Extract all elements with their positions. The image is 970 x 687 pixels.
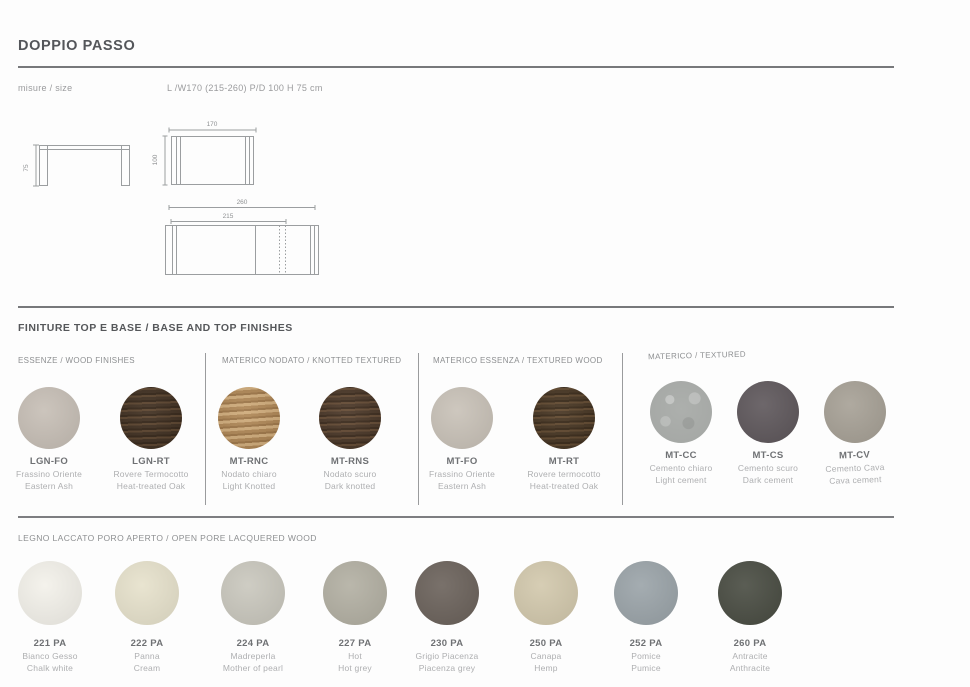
front-elevation-drawing xyxy=(20,130,140,192)
swatch-mt-rnc xyxy=(218,387,280,449)
swatch-code: 252 PA xyxy=(629,638,663,649)
swatch-code: 230 PA xyxy=(430,638,464,649)
page-title: DOPPIO PASSO xyxy=(18,38,136,54)
swatch-name-it: Nodato chiaro xyxy=(221,469,277,479)
swatch-260-pa xyxy=(718,561,782,625)
top-view-closed-drawing xyxy=(152,118,262,188)
swatch-mt-fo xyxy=(431,387,493,449)
swatch-code: LGN-FO xyxy=(29,456,69,467)
extended-mid-dimension: 215 xyxy=(222,213,234,220)
swatch-code: MT-FO xyxy=(446,456,478,467)
swatch-name-en: Eastern Ash xyxy=(24,481,74,491)
swatch-name-en: Heat-treated Oak xyxy=(529,481,599,491)
swatch-code: 227 PA xyxy=(338,638,372,649)
swatch-name-it: Cemento Cava xyxy=(825,461,885,475)
swatch-name-en: Cava cement xyxy=(829,474,882,486)
measure-value: L /W170 (215-260) P/D 100 H 75 cm xyxy=(167,83,323,93)
swatch-name-it: Hot xyxy=(348,651,362,661)
swatch-name-en: Chalk white xyxy=(26,663,74,673)
swatch-code: LGN-RT xyxy=(132,456,170,467)
finish-group-header-2: MATERICO ESSENZA / TEXTURED WOOD xyxy=(433,356,603,365)
swatch-221-pa xyxy=(18,561,82,625)
swatch-code: MT-RNS xyxy=(330,456,370,467)
swatch-code: MT-RT xyxy=(548,456,580,467)
swatch-252-pa xyxy=(614,561,678,625)
swatch-code: 224 PA xyxy=(236,638,270,649)
swatch-caption-260-pa xyxy=(685,638,815,674)
swatch-code: MT-RNC xyxy=(229,456,269,467)
swatch-name-it: Panna xyxy=(134,651,160,661)
swatch-mt-rns xyxy=(319,387,381,449)
depth-dimension: 100 xyxy=(152,154,159,166)
swatch-name-it: Frassino Oriente xyxy=(428,469,496,479)
measure-label: misure / size xyxy=(18,83,73,93)
swatch-227-pa xyxy=(323,561,387,625)
swatch-name-it: Antracite xyxy=(732,651,768,661)
swatch-name-it: Nodato scuro xyxy=(323,469,377,479)
swatch-name-en: Dark knotted xyxy=(324,481,376,491)
swatch-name-en: Eastern Ash xyxy=(437,481,487,491)
finish-group-header-3: MATERICO / TEXTURED xyxy=(647,349,747,362)
swatch-name-en: Light Knotted xyxy=(222,481,276,491)
swatch-name-it: Cemento scuro xyxy=(737,463,799,473)
swatch-name-en: Pumice xyxy=(631,663,661,673)
swatch-code: MT-CS xyxy=(752,450,784,461)
swatch-caption-mt-rns xyxy=(285,456,415,492)
swatch-code: 250 PA xyxy=(529,638,563,649)
swatch-name-it: Cemento chiaro xyxy=(649,463,713,473)
swatch-mt-rt xyxy=(533,387,595,449)
swatch-caption-mt-cv xyxy=(789,448,920,489)
swatch-name-en: Dark cement xyxy=(742,475,794,485)
top-view-extended-drawing xyxy=(160,196,328,280)
swatch-lgn-rt xyxy=(120,387,182,449)
swatch-code: 222 PA xyxy=(130,638,164,649)
swatch-name-it: Grigio Piacenza xyxy=(415,651,479,661)
swatch-name-en: Hemp xyxy=(534,663,558,673)
height-dimension: 75 xyxy=(23,164,30,172)
swatch-name-it: Bianco Gesso xyxy=(22,651,78,661)
swatch-name-en: Piacenza grey xyxy=(418,663,476,673)
swatch-code: MT-CV xyxy=(838,449,871,462)
swatch-name-it: Frassino Oriente xyxy=(15,469,83,479)
swatch-caption-mt-rt xyxy=(499,456,629,492)
swatch-230-pa xyxy=(415,561,479,625)
swatch-name-en: Hot grey xyxy=(338,663,372,673)
swatch-name-it: Pomice xyxy=(631,651,661,661)
swatch-name-en: Cream xyxy=(133,663,161,673)
swatch-lgn-fo xyxy=(18,387,80,449)
title-divider xyxy=(18,66,894,68)
swatch-250-pa xyxy=(514,561,578,625)
swatch-mt-cs xyxy=(737,381,799,443)
swatch-name-en: Light cement xyxy=(655,475,707,485)
swatch-name-en: Heat-treated Oak xyxy=(116,481,186,491)
swatch-224-pa xyxy=(221,561,285,625)
swatch-mt-cc xyxy=(650,381,712,443)
extended-max-dimension: 260 xyxy=(236,199,248,206)
swatch-code: 260 PA xyxy=(733,638,767,649)
finishes-divider xyxy=(18,306,894,308)
swatch-name-en: Mother of pearl xyxy=(222,663,284,673)
finish-group-header-0: ESSENZE / WOOD FINISHES xyxy=(18,356,135,365)
lacquered-section-title: LEGNO LACCATO PORO APERTO / OPEN PORE LACQUERED WOOD xyxy=(18,533,317,543)
finishes-section-title: FINITURE TOP E BASE / BASE AND TOP FINISHES xyxy=(18,322,293,334)
finish-group-header-1: MATERICO NODATO / KNOTTED TEXTURED xyxy=(222,356,402,365)
swatch-name-it: Canapa xyxy=(530,651,562,661)
width-dimension: 170 xyxy=(206,121,218,128)
swatch-name-en: Anthracite xyxy=(729,663,771,673)
swatch-222-pa xyxy=(115,561,179,625)
swatch-name-it: Rovere Termocotto xyxy=(113,469,189,479)
swatch-name-it: Rovere termocotto xyxy=(527,469,601,479)
swatch-code: 221 PA xyxy=(33,638,67,649)
swatch-mt-cv xyxy=(824,381,886,443)
swatch-code: MT-CC xyxy=(665,450,697,461)
swatch-name-it: Madreperla xyxy=(230,651,276,661)
lacquered-divider xyxy=(18,516,894,518)
